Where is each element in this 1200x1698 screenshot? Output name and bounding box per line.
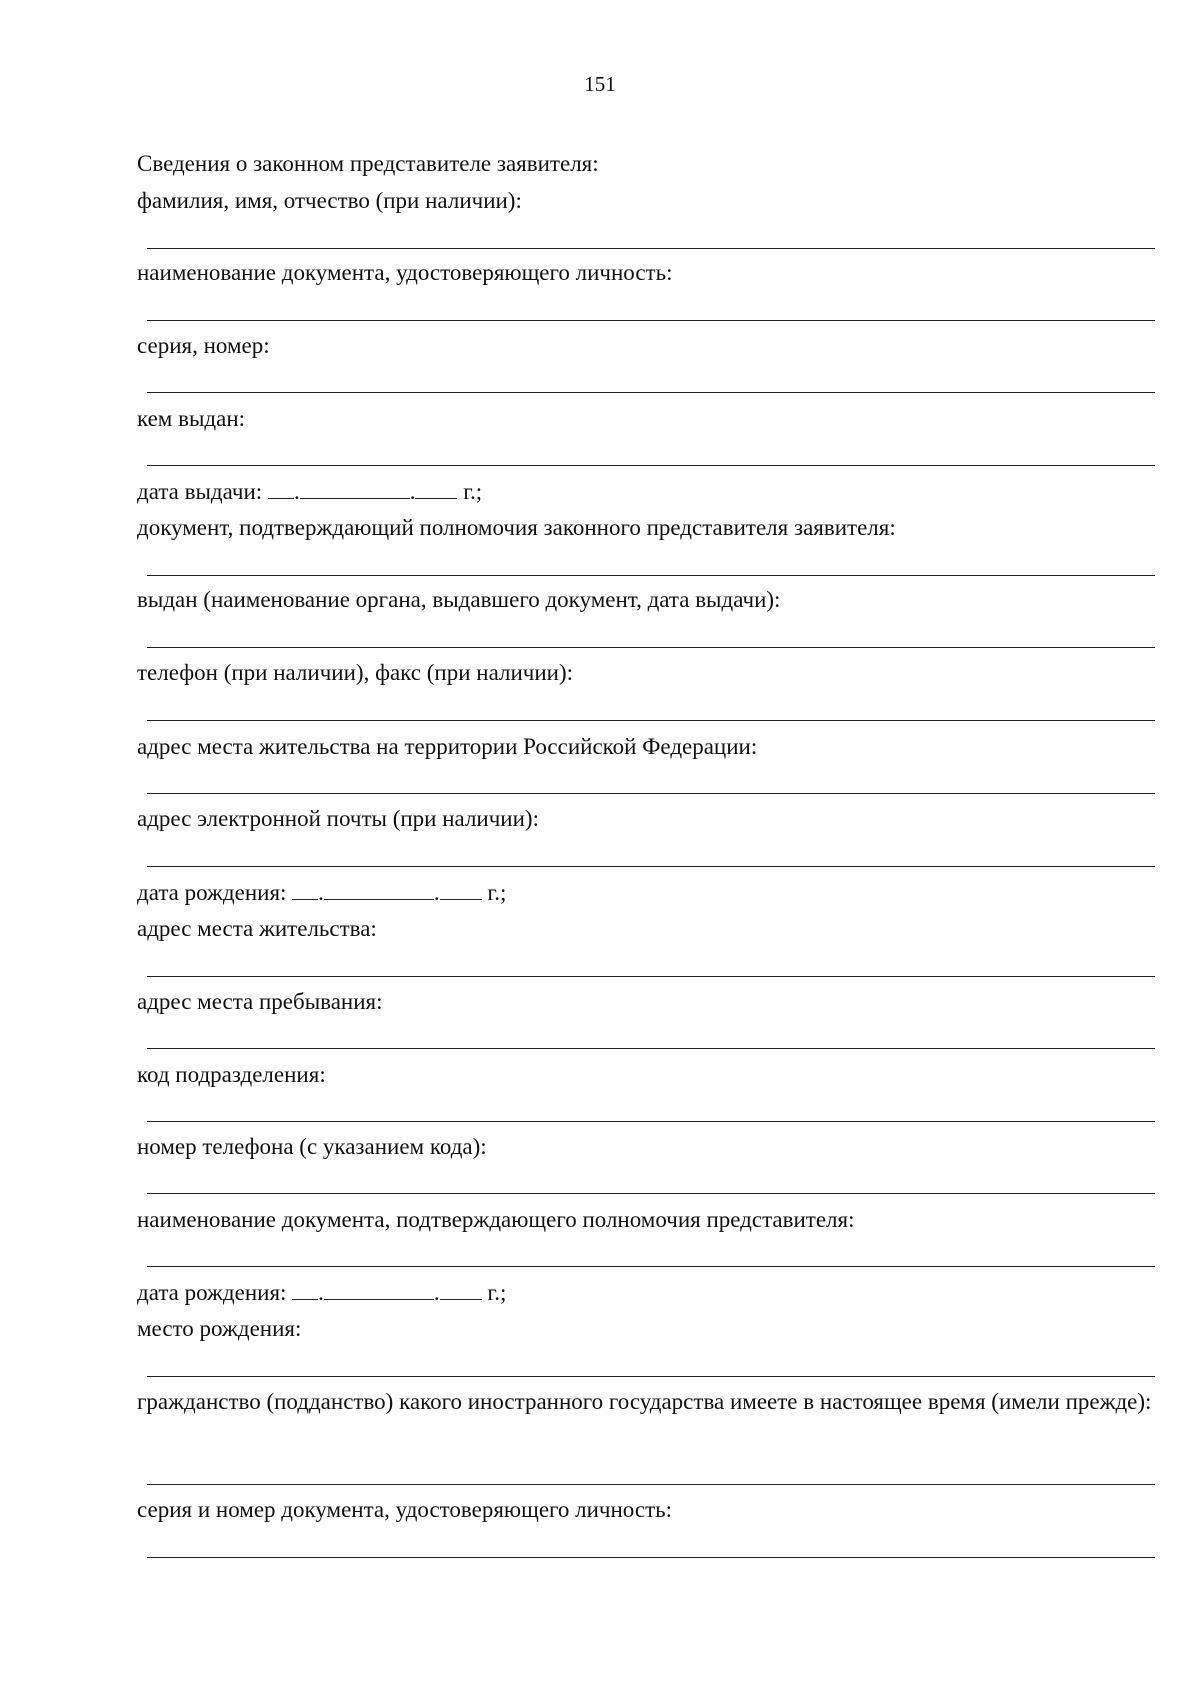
rep-authority-doc-line[interactable]	[147, 1266, 1155, 1267]
stay-address-label: адрес места пребывания:	[137, 989, 383, 1014]
phone-with-code-line[interactable]	[147, 1193, 1155, 1194]
issued-by-line[interactable]	[147, 465, 1155, 466]
id-doc-name-line[interactable]	[147, 320, 1155, 321]
issue-date-dot-2: .	[409, 479, 416, 504]
birth-place-label: место рождения:	[137, 1316, 302, 1341]
issue-year-blank[interactable]	[415, 478, 457, 499]
authority-issued-line[interactable]	[147, 647, 1155, 648]
birth-date-2-label: дата рождения:	[137, 1280, 287, 1305]
birth-2-month-blank[interactable]	[324, 1279, 434, 1300]
stay-address-line[interactable]	[147, 1048, 1155, 1049]
birth-1-suffix: г.;	[487, 880, 507, 905]
full-name-line[interactable]	[147, 248, 1155, 249]
id-doc-name-label: наименование документа, удостоверяющего личность:	[137, 260, 673, 285]
email-line[interactable]	[147, 866, 1155, 867]
birth-2-dot-2: .	[433, 1280, 440, 1305]
issue-date-suffix: г.;	[463, 479, 483, 504]
birth-1-month-blank[interactable]	[324, 879, 434, 900]
birth-1-dot-1: .	[318, 880, 324, 905]
rep-header: Сведения о законном представителе заявителя:	[137, 151, 599, 176]
series-number-label: серия, номер:	[137, 333, 270, 358]
birth-2-dot-1: .	[318, 1280, 324, 1305]
birth-date-1-label: дата рождения:	[137, 880, 287, 905]
birth-1-year-blank[interactable]	[440, 879, 482, 900]
birth-date-1-row	[137, 877, 506, 909]
birth-1-dot-2: .	[433, 880, 440, 905]
authority-doc-label: документ, подтверждающий полномочия законного представителя заявителя:	[137, 515, 896, 540]
birth-1-day-blank[interactable]	[292, 879, 318, 900]
issue-day-blank[interactable]	[268, 478, 294, 499]
series-number-line[interactable]	[147, 392, 1155, 393]
residence-address-line[interactable]	[147, 976, 1155, 977]
authority-issued-label: выдан (наименование органа, выдавшего документ, дата выдачи):	[137, 587, 781, 612]
id-series-number-label: серия и номер документа, удостоверяющего личность:	[137, 1497, 673, 1522]
phone-fax-label: телефон (при наличии), факс (при наличии):	[137, 660, 574, 685]
phone-with-code-label: номер телефона (с указанием кода):	[137, 1134, 487, 1159]
issue-date-row	[137, 476, 482, 508]
birth-2-year-blank[interactable]	[440, 1279, 482, 1300]
page-number: 151	[584, 72, 616, 96]
division-code-label: код подразделения:	[137, 1062, 326, 1087]
full-name-label: фамилия, имя, отчество (при наличии):	[137, 188, 522, 213]
residence-address-label: адрес места жительства:	[137, 916, 377, 941]
issue-date-dot-1: .	[293, 479, 300, 504]
residence-rf-label: адрес места жительства на территории Российской Федерации:	[137, 734, 758, 759]
issue-month-blank[interactable]	[300, 478, 410, 499]
birth-2-suffix: г.;	[487, 1280, 507, 1305]
rep-authority-doc-label: наименование документа, подтверждающего полномочия представителя:	[137, 1207, 855, 1232]
phone-fax-line[interactable]	[147, 720, 1155, 721]
authority-doc-line[interactable]	[147, 575, 1155, 576]
residence-rf-line[interactable]	[147, 793, 1155, 794]
division-code-line[interactable]	[147, 1121, 1155, 1122]
birth-place-line[interactable]	[147, 1376, 1155, 1377]
issued-by-label: кем выдан:	[137, 406, 246, 431]
issue-date-label: дата выдачи:	[137, 479, 263, 504]
email-label: адрес электронной почты (при наличии):	[137, 806, 539, 831]
birth-date-2-row	[137, 1277, 506, 1309]
citizenship-label: гражданство (подданство) какого иностранного государства имеете в настоящее время (имели прежде):	[137, 1389, 1152, 1414]
id-series-number-line[interactable]	[147, 1557, 1155, 1558]
birth-2-day-blank[interactable]	[292, 1279, 318, 1300]
citizenship-line[interactable]	[147, 1484, 1155, 1485]
